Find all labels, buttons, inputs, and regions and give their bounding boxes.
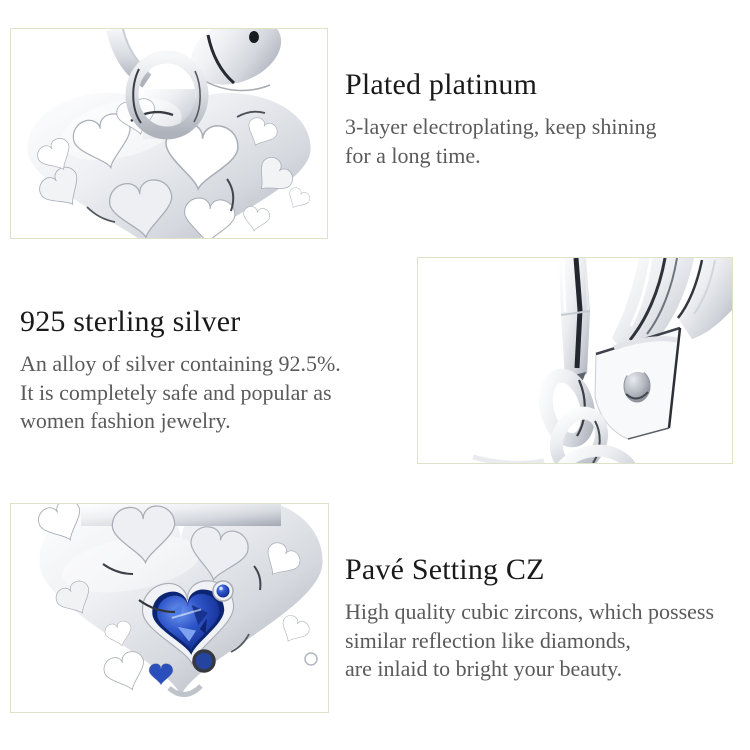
feature-description-line: women fashion jewelry. (20, 408, 231, 433)
feature-description-line: similar reflection like diamonds, (345, 627, 631, 653)
feature-title: Pavé Setting CZ (345, 553, 545, 586)
feature-description-line: are inlaid to bright your beauty. (345, 656, 623, 681)
heart-pendant-blue-cz-illustration (11, 504, 328, 712)
feature-block-plated-platinum (345, 66, 725, 170)
feature-title: 925 sterling silver (20, 305, 241, 338)
leverback-plate (595, 328, 680, 439)
feature-block-sterling-silver (20, 303, 410, 436)
clasp-pin-hole (249, 31, 259, 43)
round-cutout-small (305, 653, 317, 665)
feature-description-line: An alloy of silver containing 92.5%. (20, 351, 341, 376)
pivot-rivet (624, 370, 650, 402)
feature-description-line: It is completely safe and popular as (20, 379, 332, 405)
photo-heart-pendant-blue-cz (10, 503, 329, 713)
photo-openwork-heart-pendant (10, 28, 328, 239)
openwork-heart-pendant-illustration (11, 29, 327, 238)
feature-block-pave-cz (345, 551, 745, 684)
feature-description-line: 3-layer electroplating, keep shining (345, 114, 657, 139)
feature-description-line: for a long time. (345, 142, 481, 168)
background-reflection (473, 457, 544, 463)
photo-leverback-clasp-closeup (417, 257, 733, 464)
blue-cz-round-accent (213, 581, 233, 601)
leverback-clasp-illustration (418, 258, 732, 463)
feature-title: Plated platinum (345, 68, 538, 101)
round-cutout (194, 651, 214, 671)
feature-description-line: High quality cubic zircons, which possess (345, 599, 715, 624)
